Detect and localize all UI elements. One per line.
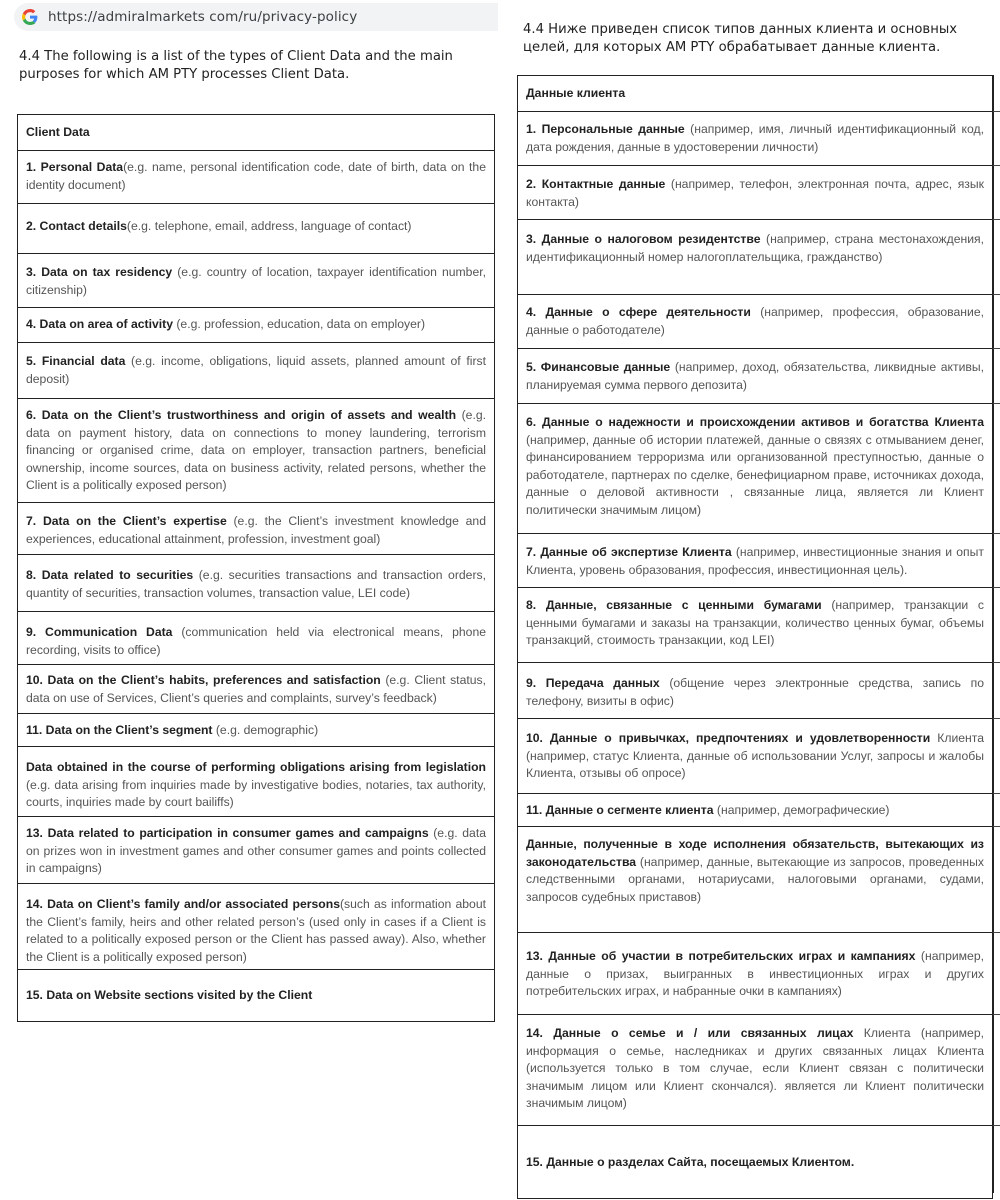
row-title: 5. Финансовые данные — [526, 360, 671, 374]
table-row — [18, 747, 494, 817]
row-desc: (e.g. income, obligations, liquid assets, planned amount of first deposit) — [26, 354, 486, 386]
row-desc: (общение через электронные средства, запись по телефону, визиты в офис) — [526, 676, 984, 708]
row-title: 11. Данные о сегменте клиента — [526, 803, 714, 817]
table-row — [18, 204, 494, 254]
table-row — [518, 1126, 992, 1199]
table-row — [518, 827, 992, 933]
row-title: 11. Data on the Client’s segment — [26, 723, 213, 737]
url-text[interactable]: https://admiralmarkets com/ru/privacy-policy — [48, 9, 358, 25]
client-data-table-en — [17, 114, 495, 1022]
table-row — [18, 254, 494, 308]
row-title: 3. Data on tax residency — [26, 265, 173, 279]
divider — [993, 932, 1000, 933]
table-row — [518, 588, 992, 663]
row-desc: (например, данные о призах, выигранных в инвестиционных играх и других потребительских играх, и набранные очки в кампаниях) — [526, 949, 984, 998]
row-desc: (e.g. data arising from inquiries made by investigative bodies, notaries, tax authority, courts, inquiries made by court bailiffs) — [26, 777, 486, 809]
table-row — [18, 399, 494, 503]
row-title: 15. Данные о разделах Сайта, посещаемых Клиентом. — [526, 1155, 855, 1169]
row-desc: Клиента (например, статус Клиента, данные об использовании Услуг, запросы и жалобы Клиента, отзывы об опросе) — [526, 731, 985, 780]
divider — [993, 662, 1000, 663]
table-row — [18, 884, 494, 970]
divider — [993, 348, 1000, 349]
table-row — [518, 166, 992, 220]
divider — [993, 1014, 1000, 1015]
divider — [993, 219, 1000, 220]
divider — [993, 793, 1000, 794]
table-row — [18, 503, 494, 555]
table-row — [518, 404, 992, 534]
divider — [993, 403, 1000, 404]
row-desc: (e.g. the Client’s investment knowledge and experiences, educational attainment, profession, investment goal) — [26, 514, 486, 546]
row-desc: (e.g. Client status, data on use of Services, Client’s queries and complaints, survey’s feedback) — [26, 673, 486, 705]
row-title: 6. Данные о надежности и происхождении активов и богатства Клиента — [526, 415, 984, 429]
table-row — [518, 295, 992, 349]
table-extra-column-edge — [993, 75, 1000, 1193]
row-title: 2. Contact details — [26, 219, 127, 233]
divider — [993, 111, 1000, 112]
table-row — [18, 665, 494, 714]
divider — [993, 294, 1000, 295]
row-desc: (например, данные об истории платежей, данные о связях с отмыванием денег, финансированием терроризма или организованной преступностью, данные о работодателе, партнерах по сделке, бенефициарном праве, источниках дохода, данные о деловой активности , связанные лица, является ли Клиент политически значимым лицом) — [526, 432, 984, 517]
table-header: Данные клиента — [518, 76, 992, 112]
row-title: 9. Communication Data — [26, 625, 173, 639]
row-title: 6. Data on the Client’s trustworthiness and origin of assets and wealth — [26, 408, 457, 422]
row-title: 9. Передача данных — [526, 676, 660, 690]
table-row — [18, 612, 494, 665]
row-title: 10. Данные о привычках, предпочтениях и удовлетворенности — [526, 731, 931, 745]
row-title: 7. Данные об экспертизе Клиента — [526, 545, 732, 559]
row-desc: (например, транзакции с ценными бумагами и заказы на транзакции, количество ценных бумаг, объемы транзакций, стоимость транзакции, код LEI) — [526, 598, 984, 647]
divider — [993, 533, 1000, 534]
table-row — [518, 794, 992, 827]
row-desc: (например, телефон, электронная почта, адрес, язык контакта) — [526, 177, 984, 209]
row-title: 3. Данные о налоговом резидентстве — [526, 232, 761, 246]
row-desc: (e.g. country of location, taxpayer identification number, citizenship) — [26, 265, 486, 297]
table-row — [18, 343, 494, 399]
row-title: 8. Data related to securities — [26, 568, 194, 582]
table-header: Client Data — [18, 115, 494, 151]
divider — [993, 165, 1000, 166]
table-row — [18, 970, 494, 1022]
row-title: 1. Personal Data — [26, 160, 124, 174]
row-title: 7. Data on the Client’s expertise — [26, 514, 227, 528]
row-title: 4. Data on area of activity — [26, 317, 173, 331]
row-title: Data obtained in the course of performing obligations arising from legislation — [26, 760, 486, 774]
divider — [993, 587, 1000, 588]
table-row — [518, 663, 992, 719]
row-title: 2. Контактные данные — [526, 177, 666, 191]
table-row — [18, 308, 494, 343]
table-row — [518, 349, 992, 404]
row-desc: (например, страна местонахождения, идентификационный номер налогоплательщика, гражданство) — [526, 232, 984, 264]
intro-paragraph-ru: 4.4 Ниже приведен список типов данных клиента и основных целей, для которых AM PTY обрабатывает данные клиента. — [523, 22, 958, 55]
table-row — [518, 933, 992, 1015]
row-title: 1. Персональные данные — [526, 122, 685, 136]
row-desc: (например, доход, обязательства, ликвидные активы, планируемая сумма первого депозита) — [526, 360, 984, 392]
divider — [993, 718, 1000, 719]
row-title: 4. Данные о сфере деятельности — [526, 305, 751, 319]
row-title: 13. Data related to participation in consumer games and campaigns — [26, 826, 429, 840]
table-row — [18, 555, 494, 612]
row-desc: (such as information about the Client’s family, heirs and other related person’s (used only in cases if a Client is related to a politically exposed person or the Client has passed away). Also, whether the Client is a politically exposed person) — [26, 897, 486, 964]
table-row — [518, 1015, 992, 1126]
row-desc: (e.g. securities transactions and transaction orders, quantity of securities, transaction volumes, transaction value, LEI code) — [26, 568, 486, 600]
address-bar[interactable] — [14, 3, 498, 31]
table-row — [518, 220, 992, 295]
row-desc: (например, данные, вытекающие из запросов, проведенных следственными органами, нотариусами, налоговыми органами, судами, запросов судебных приставов) — [526, 854, 984, 904]
table-row — [18, 714, 494, 747]
row-title: 13. Данные об участии в потребительских играх и кампаниях — [526, 949, 916, 963]
table-row — [18, 151, 494, 204]
divider — [993, 1125, 1000, 1126]
divider — [993, 826, 1000, 827]
row-title: 5. Financial data — [26, 354, 126, 368]
row-desc: (например, профессия, образование, данные о работодателе) — [526, 305, 985, 337]
row-title: 14. Data on Client’s family and/or associated persons — [26, 897, 340, 911]
row-desc: (например, инвестиционные знания и опыт Клиента, уровень образования, профессия, инвестиционная цель). — [526, 545, 984, 577]
row-title: 10. Data on the Client’s habits, preferences and satisfaction — [26, 673, 381, 687]
row-desc: (communication held via electronical means, phone recording, visits to office) — [26, 625, 487, 657]
table-row — [518, 112, 992, 166]
row-desc: (e.g. data on prizes won in investment games and other consumer games and points collected in campaigns) — [26, 826, 486, 875]
intro-paragraph-en: 4.4 The following is a list of the types of Client Data and the main purposes for which AM PTY processes Client Data. — [19, 49, 453, 82]
row-desc: Клиента (например, информация о семье, наследниках и других связанных лицах Клиента (используется только в том случае, если Клиент связан с политически значимым лицом или Клиент скончался). является ли Клиент политически значимым лицом) — [526, 1026, 984, 1110]
google-g-icon — [22, 9, 38, 25]
client-data-table-ru — [517, 75, 993, 1199]
row-title: Данные, полученные в ходе исполнения обязательств, вытекающих из законодательства — [526, 837, 984, 869]
row-desc: (e.g. profession, education, data on employer) — [172, 317, 426, 331]
table-row — [518, 534, 992, 588]
table-row — [18, 817, 494, 884]
row-title: 14. Данные о семье и / или связанных лицах — [526, 1026, 854, 1040]
row-desc: (например, имя, личный идентификационный код, дата рождения, данные в удостоверении личности) — [526, 122, 984, 154]
row-desc: (e.g. data on payment history, data on connections to money laundering, terrorism financing or organised crime, data on employer, transaction partners, beneficial ownership, income sources, data on business activity, related persons, whether the Client is a politically exposed person) — [26, 408, 486, 492]
row-desc: (например, демографические) — [713, 803, 890, 817]
row-title: 8. Данные, связанные с ценными бумагами — [526, 598, 822, 612]
row-desc: (e.g. name, personal identification code, date of birth, data on the identity document) — [26, 160, 486, 192]
row-desc: (e.g. telephone, email, address, language of contact) — [126, 219, 412, 233]
row-desc: (e.g. demographic) — [212, 723, 319, 737]
row-title: 15. Data on Website sections visited by the Client — [26, 988, 313, 1002]
table-row — [518, 719, 992, 794]
